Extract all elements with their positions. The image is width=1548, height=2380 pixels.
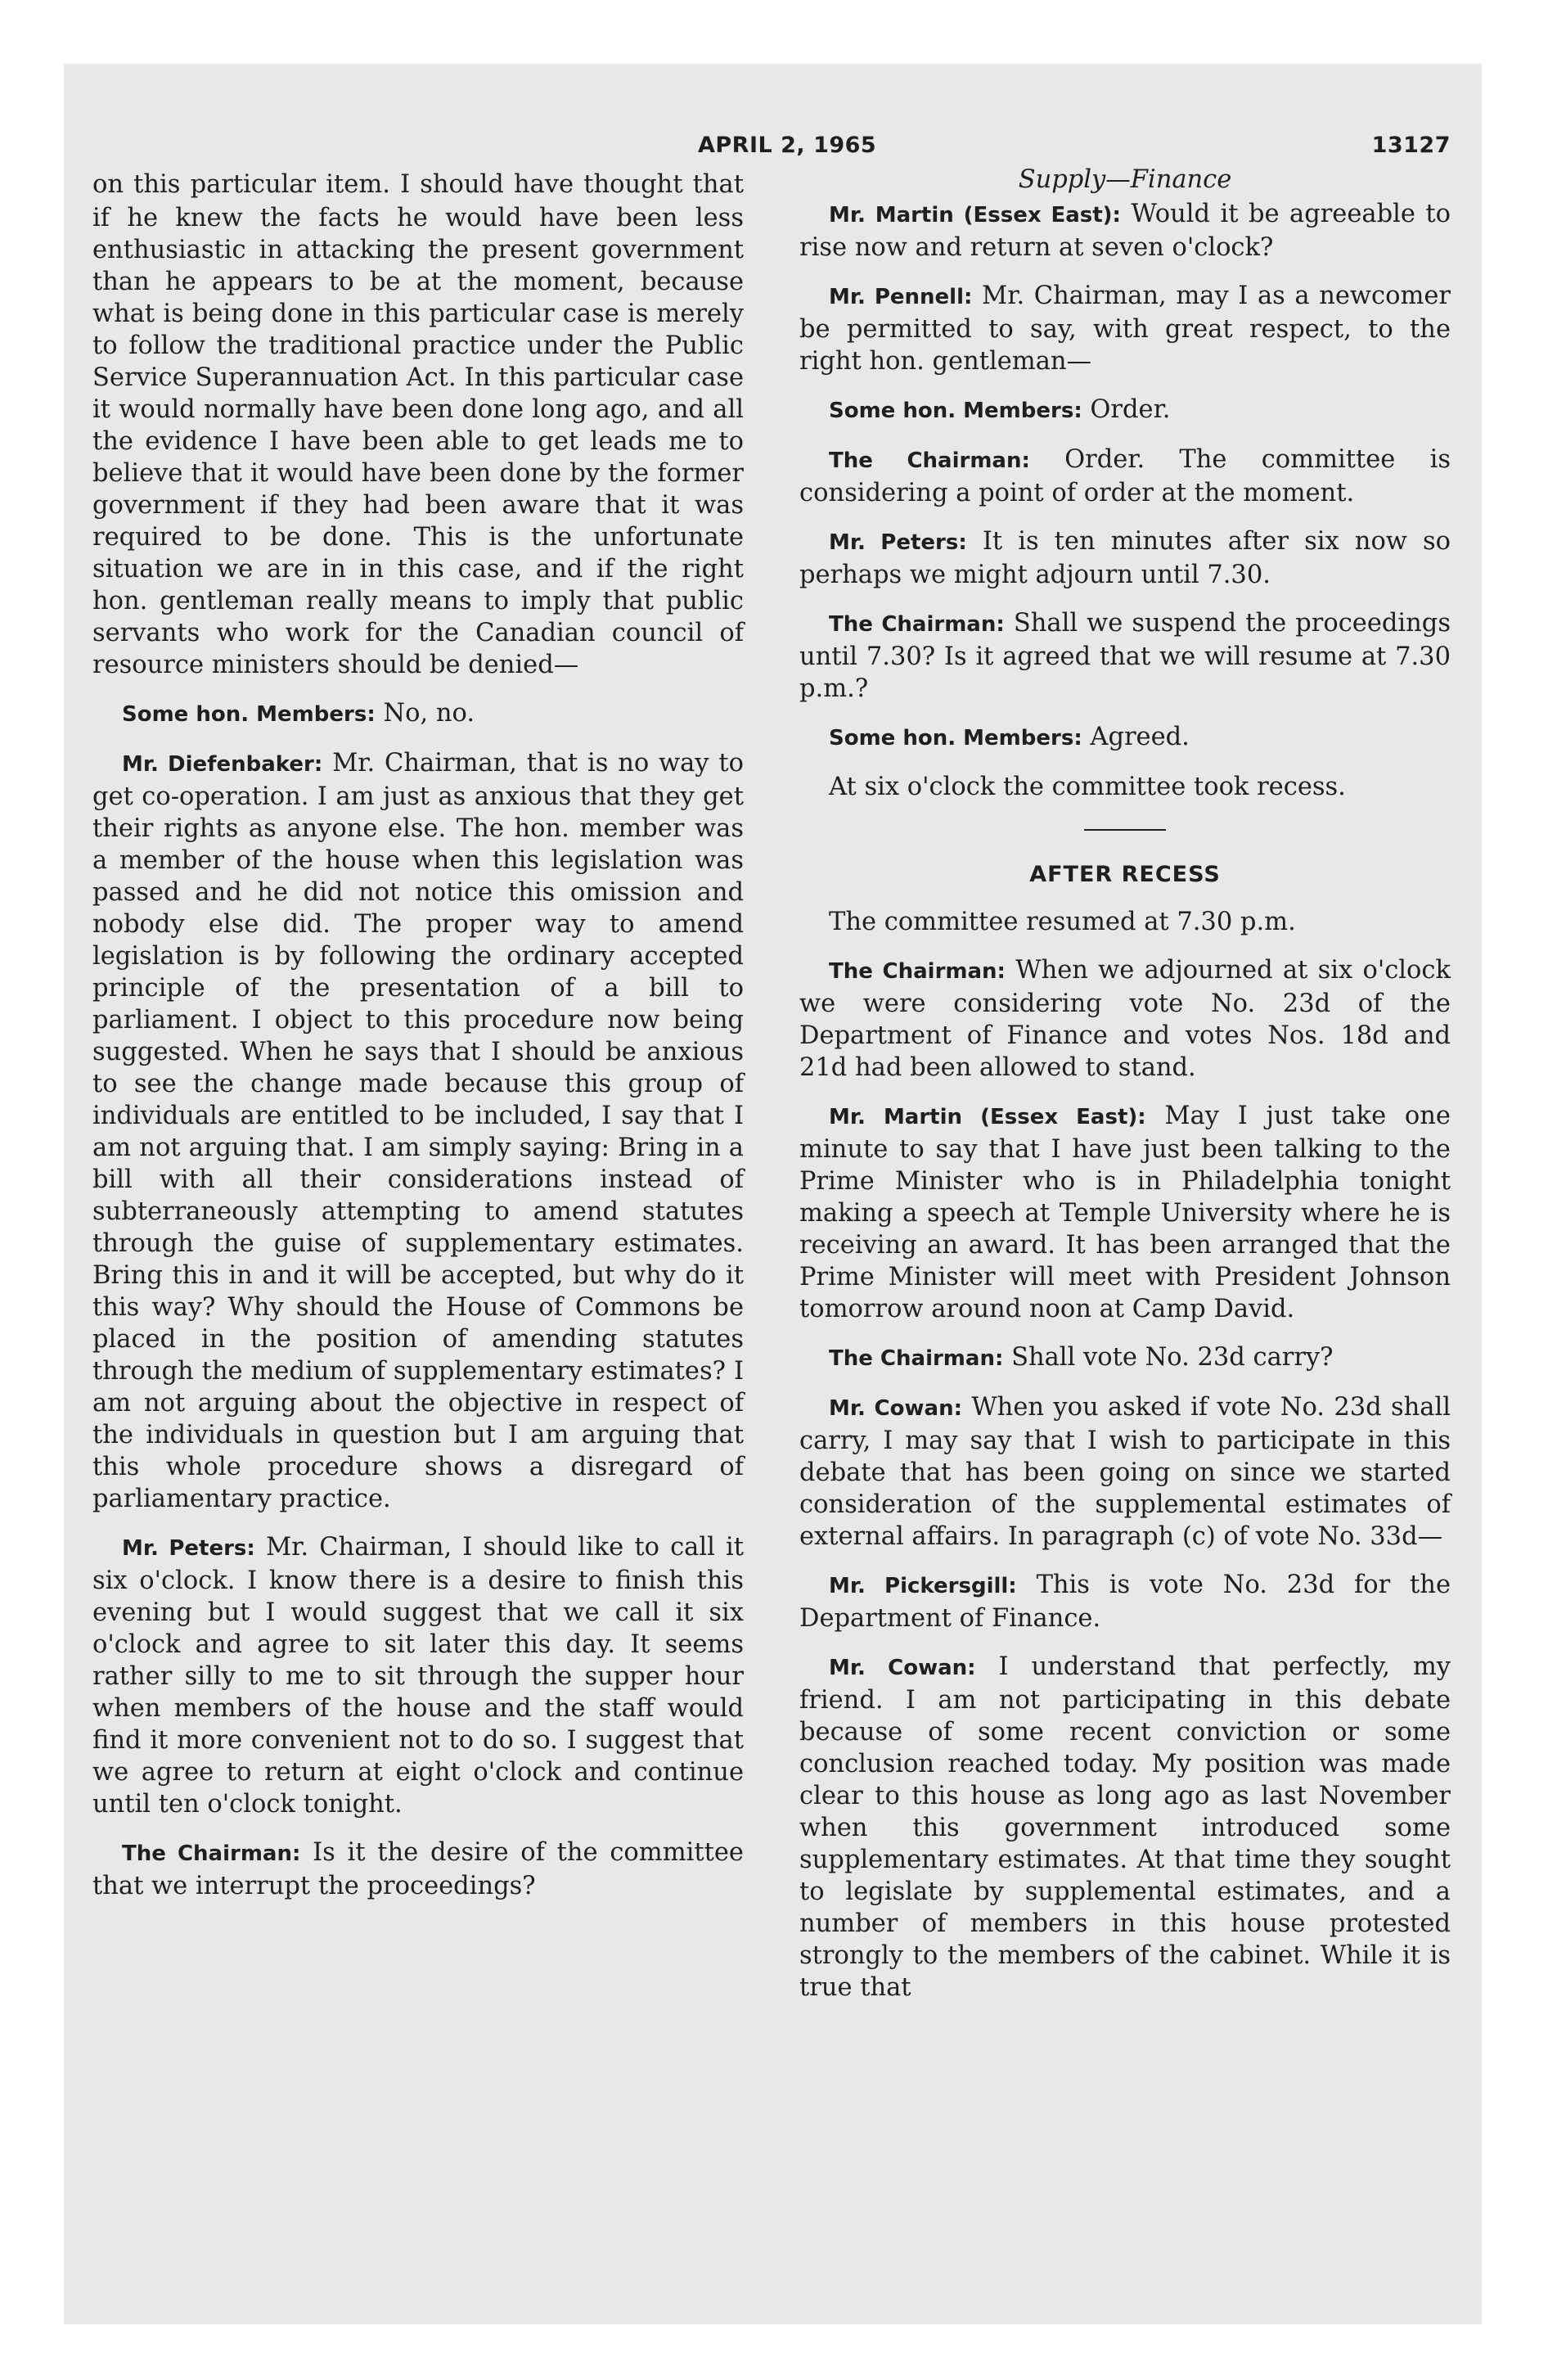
paragraph-text: Is it the desire of the committee that we interrupt the proceedings?: [92, 1838, 744, 1900]
speaker-name: Mr. Pickersgill:: [829, 1574, 1017, 1598]
paragraph: [799, 1341, 1451, 1375]
paragraph-text: At six o'clock the committee took recess.: [829, 773, 1346, 801]
speaker-name: The Chairman:: [829, 612, 1005, 637]
paragraph-text: Mr. Chairman, that is no way to get co-operation. I am just as anxious that they get their rights as anyone else. The hon. member was a member of the house when this legislation was passed and he did not notice this omission and nobody else did. The proper way to amend legislation is by following the ordinary accepted principle of the presentation of a bill to parliament. I object to this procedure now being suggested. When he says that I should be anxious to see the change made because this group of individuals are entitled to be included, I say that I am not arguing that. I am simply saying: Bring in a bill with all their considerations instead of subterraneously attempting to amend statutes through the guise of supplementary estimates. Bring this in and it will be accepted, but why do it this way? Why should the House of Commons be placed in the position of amending statutes through the medium of supplementary estimates? I am not arguing about the objective in respect of the individuals in question but I am arguing that this whole procedure shows a disregard of parliamentary practice.: [92, 749, 744, 1513]
speaker-name: The Chairman:: [829, 449, 1030, 473]
speaker-name: Some hon. Members:: [829, 726, 1082, 751]
speaker-name: The Chairman:: [122, 1841, 301, 1866]
paragraph-text: Mr. Chairman, I should like to call it six o'clock. I know there is a desire to finish this evening but I would suggest that we call it six o'clock and agree to sit later this day. It seems rather silly to me to sit through the supper hour when members of the house and the staff would find it more convenient not to do so. I suggest that we agree to return at eight o'clock and continue until ten o'clock tonight.: [92, 1533, 744, 1819]
paragraph-text: I understand that perfectly, my friend. I am not participating in this debate because of some recent conviction or some conclusion reached today. My position was made clear to this house as long ago as last November when this government introduced some supplementary estimates. At that time they sought to legislate by supplemental estimates, and a number of members in this house protested strongly to the members of the cabinet. While it is true that: [799, 1652, 1451, 2002]
speaker-name: The Chairman:: [829, 1346, 1004, 1371]
paragraph-text: This is vote No. 23d for the Department of Finance.: [799, 1571, 1451, 1633]
paragraph: [799, 906, 1451, 938]
paragraph: [92, 1837, 744, 1902]
speaker-name: Mr. Peters:: [122, 1536, 255, 1561]
speaker-name: Mr. Cowan:: [829, 1396, 962, 1421]
paragraph: [799, 771, 1451, 803]
paragraph-text: Would it be agreeable to rise now and return at seven o'clock?: [799, 200, 1451, 262]
speaker-name: Some hon. Members:: [829, 399, 1082, 423]
paragraph: [799, 198, 1451, 264]
paragraph: [799, 1391, 1451, 1553]
speaker-name: Some hon. Members:: [122, 702, 376, 727]
page-header: [92, 129, 1451, 165]
speaker-name: Mr. Martin (Essex East):: [829, 203, 1121, 228]
paragraph-text: It is ten minutes after six now so perhaps we might adjourn until 7.30.: [799, 527, 1451, 589]
paragraph: [92, 1531, 744, 1820]
paragraph: [799, 394, 1451, 427]
paragraph: [799, 607, 1451, 705]
paragraph: [799, 721, 1451, 755]
paragraph-text: Agreed.: [1090, 723, 1190, 751]
paragraph: [799, 1100, 1451, 1325]
paragraph-text: The committee resumed at 7.30 p.m.: [829, 908, 1296, 936]
document-page: [64, 64, 1482, 2324]
paragraph-text: Shall we suspend the proceedings until 7.30? Is it agreed that we will resume at 7.30 p.m.?: [799, 609, 1451, 703]
section-divider: [1084, 829, 1166, 831]
speaker-name: Mr. Martin (Essex East):: [829, 1105, 1146, 1129]
left-column: [92, 169, 744, 1918]
paragraph-text: Order. The committee is considering a point of order at the moment.: [799, 445, 1451, 507]
running-head: Supply—Finance: [1018, 165, 1232, 194]
paragraph: [799, 525, 1451, 591]
paragraph-text: No, no.: [383, 699, 475, 728]
paragraph: [799, 1651, 1451, 2004]
page-number: 13127: [1371, 133, 1451, 158]
section-heading: AFTER RECESS: [1029, 862, 1221, 887]
paragraph: [92, 169, 744, 681]
paragraph-text: May I just take one minute to say that I have just been talking to the Prime Minister who is in Philadelphia tonight making a speech at Temple University where he is receiving an award. It has been arranged that the Prime Minister will meet with President Johnson tomorrow around noon at Camp David.: [799, 1102, 1451, 1323]
speaker-name: Mr. Diefenbaker:: [122, 752, 323, 777]
paragraph-text: Shall vote No. 23d carry?: [1011, 1343, 1334, 1372]
paragraph-text: When you asked if vote No. 23d shall carry, I may say that I wish to participate in this debate that has been going on since we started consideration of the supplemental estimates of external affairs. In paragraph (c) of vote No. 33d—: [799, 1393, 1451, 1551]
paragraph-text: Order.: [1090, 395, 1171, 424]
paragraph-text: Mr. Chairman, may I as a newcomer be permitted to say, with great respect, to the right hon. gentleman—: [799, 282, 1451, 376]
paragraph: [92, 697, 744, 731]
paragraph-text: on this particular item. I should have thought that if he knew the facts he would have been less enthusiastic in attacking the present government than he appears to be at the moment, because what is being done in this particular case is merely to follow the traditional practice under the Public Service Superannuation Act. In this particular case it would normally have been done long ago, and all the evidence I have been able to get leads me to believe that it would have been done by the former government if they had been aware that it was required to be done. This is the unfortunate situation we are in in this case, and if the right hon. gentleman really means to imply that public servants who work for the Canadian council of resource ministers should be denied—: [92, 170, 744, 679]
paragraph-text: When we adjourned at six o'clock we were considering vote No. 23d of the Department of Finance and votes Nos. 18d and 21d had been allowed to stand.: [799, 956, 1451, 1082]
speaker-name: Mr. Peters:: [829, 530, 967, 555]
speaker-name: The Chairman:: [829, 959, 1006, 984]
paragraph: [799, 954, 1451, 1084]
paragraph: [799, 444, 1451, 509]
paragraph: [92, 747, 744, 1515]
paragraph: [799, 280, 1451, 377]
paragraph: [799, 1569, 1451, 1634]
speaker-name: Mr. Pennell:: [829, 285, 973, 309]
right-column: [799, 165, 1451, 2020]
header-date: APRIL 2, 1965: [698, 133, 877, 158]
speaker-name: Mr. Cowan:: [829, 1656, 976, 1680]
